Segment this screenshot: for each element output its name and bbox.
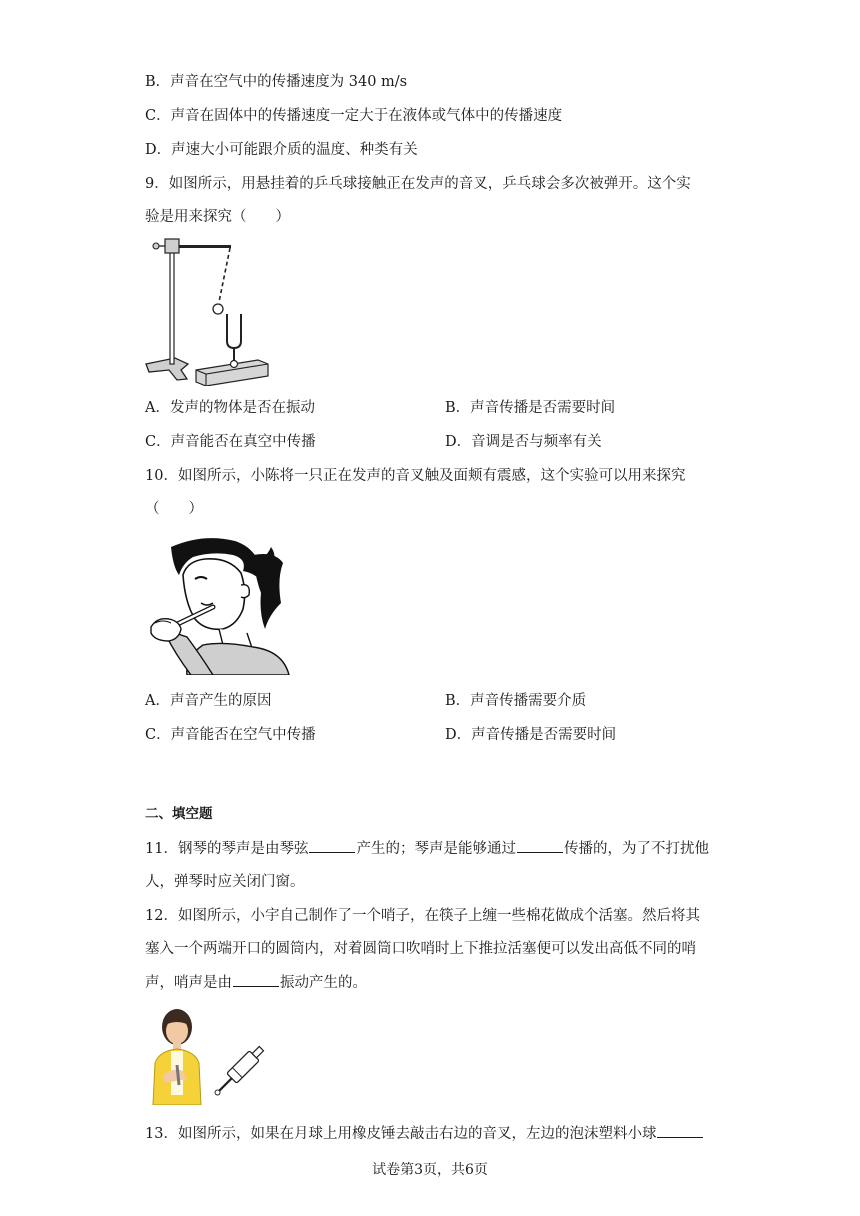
q9-option-b: B．声音传播是否需要时间 bbox=[445, 400, 616, 416]
q12-part2: 振动产生的。 bbox=[280, 975, 367, 991]
q9-option-c: C．声音能否在真空中传播 bbox=[145, 434, 316, 450]
q12-part1: 声，哨声是由 bbox=[145, 975, 232, 991]
tuning-fork-pendulum-icon bbox=[143, 236, 273, 386]
q12-blank-1[interactable] bbox=[233, 972, 279, 987]
section-title-fill-in: 二、填空题 bbox=[145, 806, 213, 822]
q12-stem-line1: 12．如图所示，小宇自己制作了一个哨子，在筷子上缠一些棉花做成个活塞。然后将其 bbox=[145, 908, 700, 924]
q9-stem-line2: 验是用来探究（ ） bbox=[145, 209, 290, 225]
q9-option-a: A．发声的物体是否在振动 bbox=[145, 400, 315, 416]
q13-stem-line1 bbox=[145, 1123, 704, 1144]
q10-option-d: D．声音传播是否需要时间 bbox=[445, 727, 617, 743]
q13-blank-1[interactable] bbox=[657, 1123, 703, 1138]
q11-part1: 11．钢琴的琴声是由琴弦 bbox=[145, 841, 309, 857]
q10-option-c: C．声音能否在空气中传播 bbox=[145, 727, 316, 743]
q11-part3: 传播的，为了不打扰他 bbox=[563, 841, 709, 857]
girl-tuning-fork-icon bbox=[143, 533, 291, 675]
q12-stem-line3 bbox=[145, 972, 367, 993]
q12-stem-line2: 塞入一个两端开口的圆筒内，对着圆筒口吹哨时上下推拉活塞便可以发出高低不同的哨 bbox=[145, 941, 696, 957]
q11-stem-line2: 人，弹琴时应关闭门窗。 bbox=[145, 874, 305, 890]
q10-option-a: A．声音产生的原因 bbox=[145, 693, 272, 709]
q10-stem-line1: 10．如图所示，小陈将一只正在发声的音叉触及面颊有震感，这个实验可以用来探究 bbox=[145, 468, 686, 484]
q13-part1: 13．如图所示，如果在月球上用橡皮锤去敲击右边的音叉，左边的泡沫塑料小球 bbox=[145, 1126, 657, 1142]
q11-part2: 产生的；琴声是能够通过 bbox=[356, 841, 516, 857]
q9-option-d: D．音调是否与频率有关 bbox=[445, 434, 602, 450]
q8-option-d: D．声速大小可能跟介质的温度、种类有关 bbox=[145, 142, 418, 158]
girl-whistle-icon bbox=[143, 1005, 271, 1105]
q8-option-c: C．声音在固体中的传播速度一定大于在液体或气体中的传播速度 bbox=[145, 108, 563, 124]
q11-stem-line1 bbox=[145, 838, 709, 859]
q11-blank-2[interactable] bbox=[517, 838, 563, 853]
q11-blank-1[interactable] bbox=[309, 838, 355, 853]
q10-option-b: B．声音传播需要介质 bbox=[445, 693, 587, 709]
q10-stem-line2: （ ） bbox=[145, 501, 203, 517]
page-footer: 试卷第3页，共6页 bbox=[372, 1162, 488, 1178]
q9-stem-line1: 9．如图所示，用悬挂着的乒乓球接触正在发声的音叉，乒乓球会多次被弹开。这个实 bbox=[145, 176, 691, 192]
q8-option-b: B．声音在空气中的传播速度为 340 m/s bbox=[145, 74, 408, 90]
